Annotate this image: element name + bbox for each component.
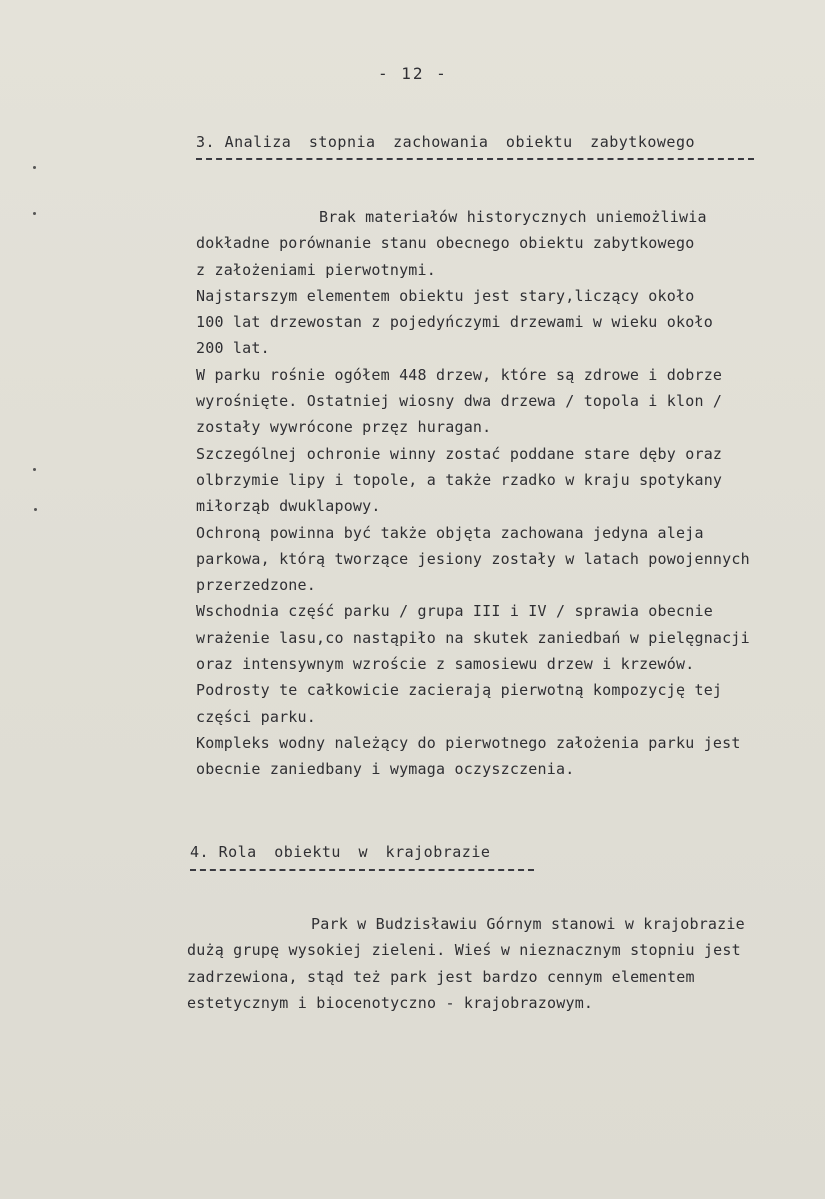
paragraph-line: olbrzymie lipy i topole, a także rzadko w kraju spotykany — [196, 470, 723, 489]
paragraph-line: dużą grupę wysokiej zieleni. Wieś w nieznacznym stopniu jest — [187, 941, 741, 960]
paragraph-line: W parku rośnie ogółem 448 drzew, które są zdrowe i dobrze — [196, 365, 723, 384]
section-3-heading — [196, 133, 695, 151]
paragraph-line: Kompleks wodny należący do pierwotnego założenia parku jest — [196, 733, 741, 752]
paragraph-line: zadrzewiona, stąd też park jest bardzo cennym elementem — [187, 967, 695, 986]
page-number: - 12 - — [378, 64, 448, 83]
paragraph-line: zostały wywrócone przęz huragan. — [196, 418, 492, 437]
scan-speck — [33, 212, 36, 215]
section-4-underline — [190, 869, 534, 871]
paragraph-line: Najstarszym elementem obiektu jest stary,liczący około — [196, 286, 695, 305]
section-4-title: Rola obiektu w krajobrazie — [218, 843, 491, 861]
section-3-body — [196, 204, 750, 783]
paragraph-line: części parku. — [196, 707, 316, 726]
paragraph-line: parkowa, którą tworzące jesiony zostały w latach powojennych — [196, 549, 750, 568]
section-3-title: Analiza stopnia zachowania obiektu zabytkowego — [224, 133, 696, 151]
section-3-number: 3. — [196, 133, 216, 151]
paragraph-line: estetycznym i biocenotyczno - krajobrazowym. — [187, 993, 594, 1012]
section-4-number: 4. — [190, 843, 210, 861]
paragraph-line: wrażenie lasu,co nastąpiło na skutek zaniedbań w pielęgnacji — [196, 628, 750, 647]
section-4-body — [187, 911, 745, 1016]
scan-speck — [33, 468, 36, 471]
paragraph-line: Szczególnej ochronie winny zostać poddane stare dęby oraz — [196, 444, 723, 463]
scan-speck — [34, 508, 37, 511]
paragraph-line: z założeniami pierwotnymi. — [196, 260, 436, 279]
paragraph-line: Park w Budzisławiu Górnym stanowi w krajobrazie — [311, 915, 745, 933]
paragraph-line: Ochroną powinna być także objęta zachowana jedyna aleja — [196, 523, 704, 542]
paragraph-line: Wschodnia część parku / grupa III i IV / sprawia obecnie — [196, 602, 713, 621]
paragraph-line: wyrośnięte. Ostatniej wiosny dwa drzewa / topola i klon / — [196, 392, 723, 411]
paragraph-line: Podrosty te całkowicie zacierają pierwotną kompozycję tej — [196, 681, 723, 700]
paragraph-line: przerzedzone. — [196, 576, 316, 595]
paragraph-line: dokładne porównanie stanu obecnego obiektu zabytkowego — [196, 234, 695, 253]
scan-speck — [33, 166, 36, 169]
paragraph-line: obecnie zaniedbany i wymaga oczyszczenia. — [196, 760, 575, 779]
paragraph-line: Brak materiałów historycznych uniemożliwia — [319, 208, 707, 226]
paragraph-line: 200 lat. — [196, 339, 270, 358]
paragraph-line: 100 lat drzewostan z pojedyńczymi drzewami w wieku około — [196, 313, 713, 332]
section-3-underline — [196, 158, 754, 160]
paragraph-line: miłorząb dwuklapowy. — [196, 497, 381, 516]
paragraph-line: oraz intensywnym wzroście z samosiewu drzew i krzewów. — [196, 655, 695, 674]
section-4-heading — [190, 843, 490, 861]
